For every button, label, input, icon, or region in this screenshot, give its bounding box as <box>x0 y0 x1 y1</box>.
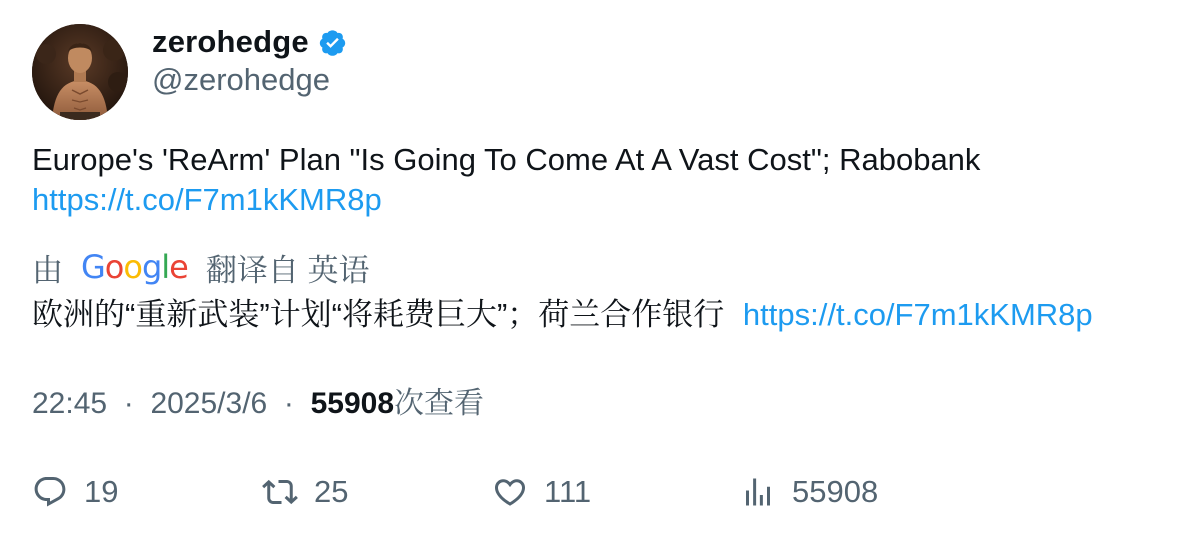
reply-count: 19 <box>84 474 119 509</box>
reply-icon <box>32 474 68 510</box>
author-name-row[interactable] <box>152 22 347 62</box>
reply-button[interactable] <box>32 470 118 514</box>
translated-link[interactable]: https://t.co/F7m1kKMR8p <box>742 297 1093 332</box>
views-action-count: 55908 <box>792 474 879 509</box>
meta-separator: · <box>275 387 303 420</box>
views-button[interactable] <box>740 470 878 514</box>
tweet-date[interactable]: 2025/3/6 <box>150 387 268 420</box>
retweet-count: 25 <box>314 474 349 509</box>
translated-text <box>32 294 1093 336</box>
retweet-button[interactable] <box>262 470 348 514</box>
tweet-time[interactable]: 22:45 <box>32 387 108 420</box>
tweet-link[interactable]: https://t.co/F7m1kKMR8p <box>32 182 382 217</box>
views-count: 55908 <box>310 387 395 420</box>
avatar[interactable] <box>32 24 128 120</box>
views-label: 次查看 <box>394 387 485 420</box>
retweet-icon <box>262 474 298 510</box>
tweet-text <box>32 140 1172 220</box>
meta-separator: · <box>115 387 143 420</box>
display-name[interactable]: zerohedge <box>152 24 309 59</box>
like-count: 111 <box>544 474 592 509</box>
tweet-meta <box>32 384 484 424</box>
author-handle[interactable]: @zerohedge <box>152 62 330 97</box>
translated-body: 欧洲的“重新武装”计划“将耗费巨大”；荷兰合作银行 <box>32 297 725 332</box>
translation-attribution <box>32 246 369 288</box>
verified-badge-icon[interactable] <box>318 28 347 57</box>
translation-prefix: 由 <box>32 252 63 288</box>
avatar-image <box>32 24 128 120</box>
analytics-icon <box>740 474 776 510</box>
tweet-body: Europe's 'ReArm' Plan "Is Going To Come At A Vast Cost"; Rabobank <box>32 142 981 177</box>
translation-suffix: 翻译自 英语 <box>205 252 370 288</box>
action-bar <box>0 470 1196 514</box>
google-logo: Google <box>81 248 188 286</box>
heart-icon <box>492 474 528 510</box>
like-button[interactable] <box>492 470 591 514</box>
